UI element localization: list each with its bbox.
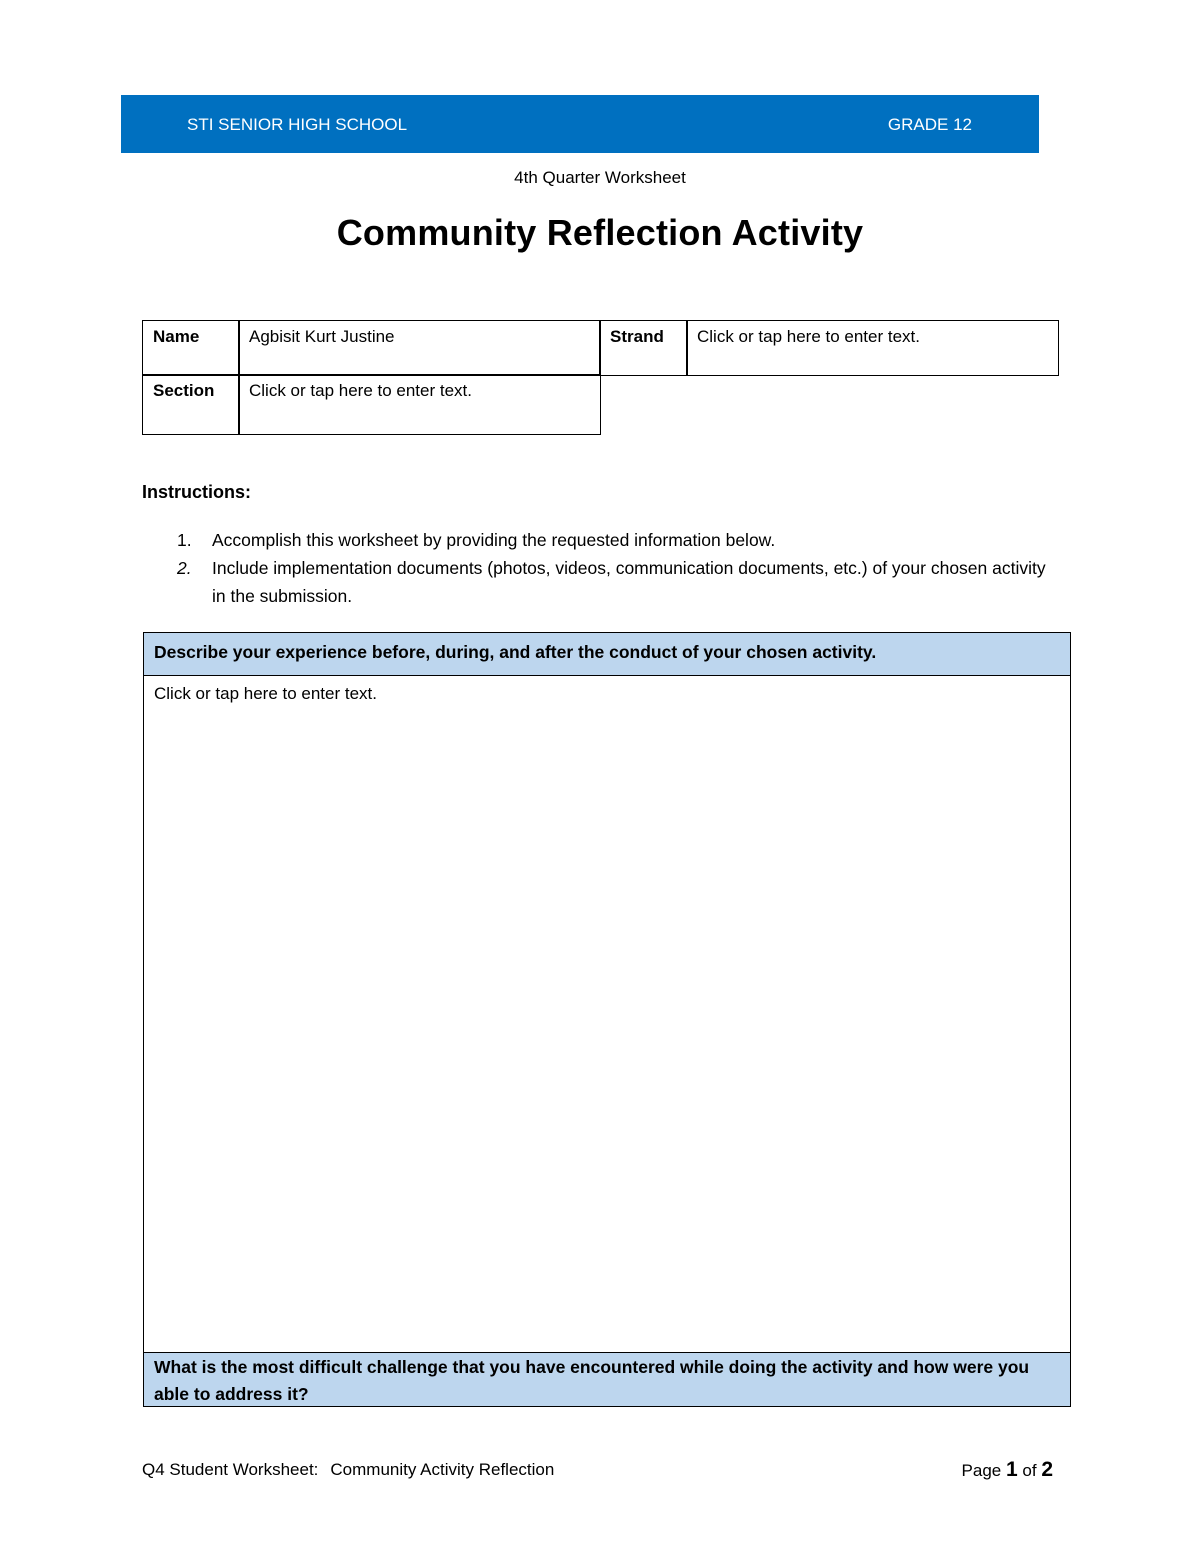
reflection-table xyxy=(143,632,1071,1407)
footer-title: Community Activity Reflection xyxy=(330,1460,555,1479)
instruction-number: 1. xyxy=(177,530,192,550)
instructions-heading: Instructions: xyxy=(142,482,252,502)
instruction-number: 2. xyxy=(177,558,192,578)
current-page: 1 xyxy=(1005,1458,1018,1481)
strand-label: Strand xyxy=(599,320,688,376)
footer-label: Q4 Student Worksheet: xyxy=(142,1460,319,1479)
grade-level: GRADE 12 xyxy=(887,115,972,134)
total-pages: 2 xyxy=(1041,1458,1053,1481)
instruction-item xyxy=(172,554,1052,610)
instruction-item xyxy=(172,526,1052,554)
page-number xyxy=(962,1458,1053,1482)
question-1-prompt: Describe your experience before, during, and after the conduct of your chosen activity. xyxy=(144,633,1070,676)
header-band xyxy=(121,95,1039,153)
page-word: Page xyxy=(961,1461,1002,1480)
of-word: of xyxy=(1022,1461,1037,1480)
instruction-text: Include implementation documents (photos, videos, communication documents, etc.) of your chosen activity in the submission. xyxy=(212,558,1046,606)
question-2-prompt: What is the most difficult challenge that you have encountered while doing the activity and how were you able to address it? xyxy=(144,1352,1070,1406)
instruction-text: Accomplish this worksheet by providing the requested information below. xyxy=(212,530,776,550)
question-1-answer-field[interactable]: Click or tap here to enter text. xyxy=(154,684,377,703)
footer-document-title xyxy=(142,1460,554,1480)
school-name: STI SENIOR HIGH SCHOOL xyxy=(187,115,408,134)
instructions-list xyxy=(172,526,1052,610)
name-label: Name xyxy=(142,320,240,376)
worksheet-subtitle: 4th Quarter Worksheet xyxy=(514,168,686,187)
name-field[interactable]: Agbisit Kurt Justine xyxy=(238,320,601,376)
page-title: Community Reflection Activity xyxy=(336,212,864,253)
student-info-table xyxy=(142,320,1059,435)
strand-field[interactable]: Click or tap here to enter text. xyxy=(686,320,1059,376)
section-field[interactable]: Click or tap here to enter text. xyxy=(238,374,601,435)
section-label: Section xyxy=(142,374,240,435)
